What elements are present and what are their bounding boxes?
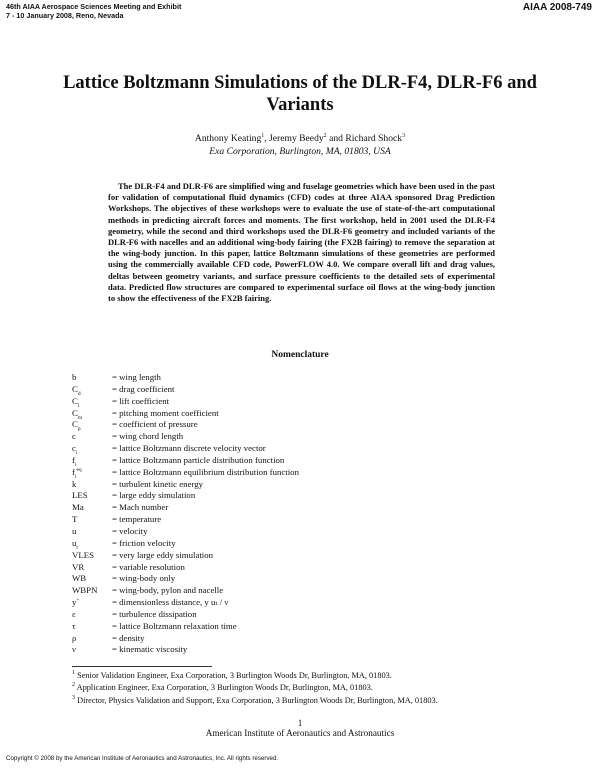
nomenclature-definition: = dimensionless distance, y uₜ / ν <box>112 597 229 608</box>
symbol-base: b <box>72 372 77 382</box>
nomenclature-definition: = drag coefficient <box>112 383 175 394</box>
nomenclature-definition: = variable resolution <box>112 561 185 572</box>
organization-footer: American Institute of Aeronautics and Astronautics <box>205 728 395 738</box>
nomenclature-definition: = lattice Boltzmann particle distribution function <box>112 454 285 465</box>
symbol-base: VLES <box>72 549 94 560</box>
nomenclature-symbol <box>72 562 84 574</box>
nomenclature-definition: = temperature <box>112 514 162 525</box>
nomenclature-definition: = Mach number <box>112 502 169 513</box>
author-footnote-mark: 2 <box>323 132 327 139</box>
nomenclature-symbol <box>72 526 76 538</box>
symbol-base: LES <box>72 490 88 501</box>
nomenclature-definition: = velocity <box>112 525 148 536</box>
nomenclature-symbol <box>72 644 76 656</box>
nomenclature-definition: = coefficient of pressure <box>112 419 198 430</box>
footnote-mark: 2 <box>72 682 75 689</box>
footnote-divider <box>72 666 212 667</box>
nomenclature-definition: = friction velocity <box>112 537 176 548</box>
conference-header <box>6 3 181 21</box>
symbol-base: VR <box>72 561 85 572</box>
nomenclature-symbol <box>72 585 97 597</box>
author-footnote-mark: 3 <box>402 132 406 139</box>
nomenclature-symbol <box>72 550 94 562</box>
paper-id: AIAA 2008-749 <box>522 2 592 13</box>
author-separator: , <box>264 133 270 144</box>
footnote-text: Application Engineer, Exa Corporation, 3 Burlington Woods Dr, Burlington, MA, 01803. <box>76 683 373 693</box>
symbol-base: C <box>72 419 78 430</box>
nomenclature-symbol <box>72 479 76 491</box>
copyright-notice: Copyright © 2008 by the American Institute of Aeronautics and Astronautics, Inc. All rights reserved. <box>6 755 279 762</box>
footnote <box>72 670 438 682</box>
symbol-subscript: m <box>77 414 83 421</box>
footnote <box>72 695 438 707</box>
symbol-superscript: + <box>76 597 80 604</box>
footnote-mark: 3 <box>72 695 75 702</box>
nomenclature-definition: = lattice Boltzmann discrete velocity vector <box>112 443 266 454</box>
nomenclature-definition: = wing-body, pylon and nacelle <box>112 585 224 596</box>
nomenclature-symbol <box>72 514 77 526</box>
symbol-base: ρ <box>72 632 77 643</box>
nomenclature-definition: = turbulent kinetic energy <box>112 478 204 489</box>
symbol-base: c <box>72 443 76 454</box>
nomenclature-definition: = very large eddy simulation <box>112 549 214 560</box>
symbol-base: τ <box>72 620 76 631</box>
page-number: 1 <box>297 718 303 728</box>
symbol-subscript: i <box>75 449 78 456</box>
symbol-base: Ma <box>72 502 84 513</box>
nomenclature-definition: = large eddy simulation <box>112 490 196 501</box>
symbol-base: f <box>72 466 75 477</box>
nomenclature-definition: = wing chord length <box>112 431 184 442</box>
author-name: Richard Shock <box>345 133 403 144</box>
symbol-base: C <box>72 407 78 418</box>
symbol-base: T <box>72 514 78 525</box>
footnote <box>72 682 438 694</box>
symbol-base: y <box>72 597 77 608</box>
author-separator: and <box>326 133 346 144</box>
symbol-base: C <box>72 395 78 406</box>
nomenclature-definition: = density <box>112 632 145 643</box>
symbol-base: WB <box>72 573 87 584</box>
nomenclature-symbol <box>72 609 76 621</box>
nomenclature-definition: = pitching moment coefficient <box>112 407 219 418</box>
nomenclature-symbol <box>72 597 80 609</box>
footnote-text: Director, Physics Validation and Support, Exa Corporation, 3 Burlington Woods Dr, Burlington, MA, 01803. <box>77 695 438 705</box>
nomenclature-symbol <box>72 372 76 384</box>
author-name: Anthony Keating <box>194 133 262 144</box>
symbol-subscript: l <box>77 402 80 409</box>
paper-title: Lattice Boltzmann Simulations of the DLR-F4, DLR-F6 and Variants <box>63 73 537 115</box>
symbol-subscript: t <box>76 544 78 551</box>
conference-name: 46th AIAA Aerospace Sciences Meeting and Exhibit <box>6 2 182 11</box>
nomenclature-definition: = turbulence dissipation <box>112 608 197 619</box>
affiliation: Exa Corporation, Burlington, MA, 01803, USA <box>209 146 391 157</box>
symbol-base: k <box>72 478 77 489</box>
nomenclature-symbol <box>72 431 76 443</box>
nomenclature-symbol <box>72 621 76 633</box>
symbol-base: c <box>72 431 76 442</box>
symbol-base: u <box>72 537 77 548</box>
nomenclature-symbol <box>72 502 84 514</box>
nomenclature-heading: Nomenclature <box>271 350 329 360</box>
nomenclature-definition: = kinematic viscosity <box>112 644 188 655</box>
nomenclature-symbol <box>72 573 86 585</box>
footnote-text: Senior Validation Engineer, Exa Corporation, 3 Burlington Woods Dr, Burlington, MA, 01803. <box>77 671 392 680</box>
symbol-base: ν <box>72 644 76 655</box>
nomenclature-definition: = lattice Boltzmann relaxation time <box>112 620 237 631</box>
nomenclature-symbol <box>72 490 88 502</box>
author-footnote-mark: 1 <box>261 132 265 139</box>
footnotes <box>72 670 438 707</box>
footnote-mark: 1 <box>72 670 75 677</box>
symbol-base: u <box>72 525 77 536</box>
symbol-base: f <box>72 454 75 465</box>
nomenclature-definition: = lattice Boltzmann equilibrium distribution function <box>112 466 299 477</box>
symbol-subscript: i <box>74 461 77 468</box>
nomenclature-definition: = wing length <box>112 372 161 382</box>
symbol-base: C <box>72 383 78 394</box>
author-line <box>0 133 600 145</box>
symbol-base: ε <box>72 608 76 619</box>
abstract: The DLR-F4 and DLR-F6 are simplified wing and fuselage geometries which have been used in the past for validation of computational fluid dynamics (CFD) codes at three AIAA sponsored Drag Prediction Workshops. The objectives of these workshops were to evaluate the use of state-of-the-art computational methods in predicting aircraft forces and moments. The first workshop, held in 2001 used the DLR-F4 geometry, while the second and third workshops used the DLR-F6 geometry and included variants of the DLR-F6 with nacelles and an additional wing-body fairing (the FX2B fairing) to remove the separation at the wing-body junction. In this paper, lattice Boltzmann simulations of these geometries are performed using the commercially available CFD code, PowerFLOW 4.0. We compare overall lift and drag values, deltas between geometry variants, and surface pressure coefficients to the detailed sets of experimental data. Predicted flow structures are compared to experimental surface oil flows at the wing-body junction to show the effectiveness of the FX2B fairing. <box>108 181 495 304</box>
conference-date-location: 7 - 10 January 2008, Reno, Nevada <box>6 10 124 20</box>
nomenclature-definition: = wing-body only <box>112 573 176 584</box>
symbol-subscript: p <box>77 426 81 433</box>
nomenclature-symbol <box>72 633 76 645</box>
symbol-superscript: eq <box>76 466 82 473</box>
symbol-subscript: d <box>77 390 81 397</box>
symbol-base: WBPN <box>72 585 98 596</box>
symbol-subscript: i <box>74 473 77 480</box>
nomenclature-definition: = lift coefficient <box>112 395 170 406</box>
author-name: Jeremy Beedy <box>269 133 324 144</box>
